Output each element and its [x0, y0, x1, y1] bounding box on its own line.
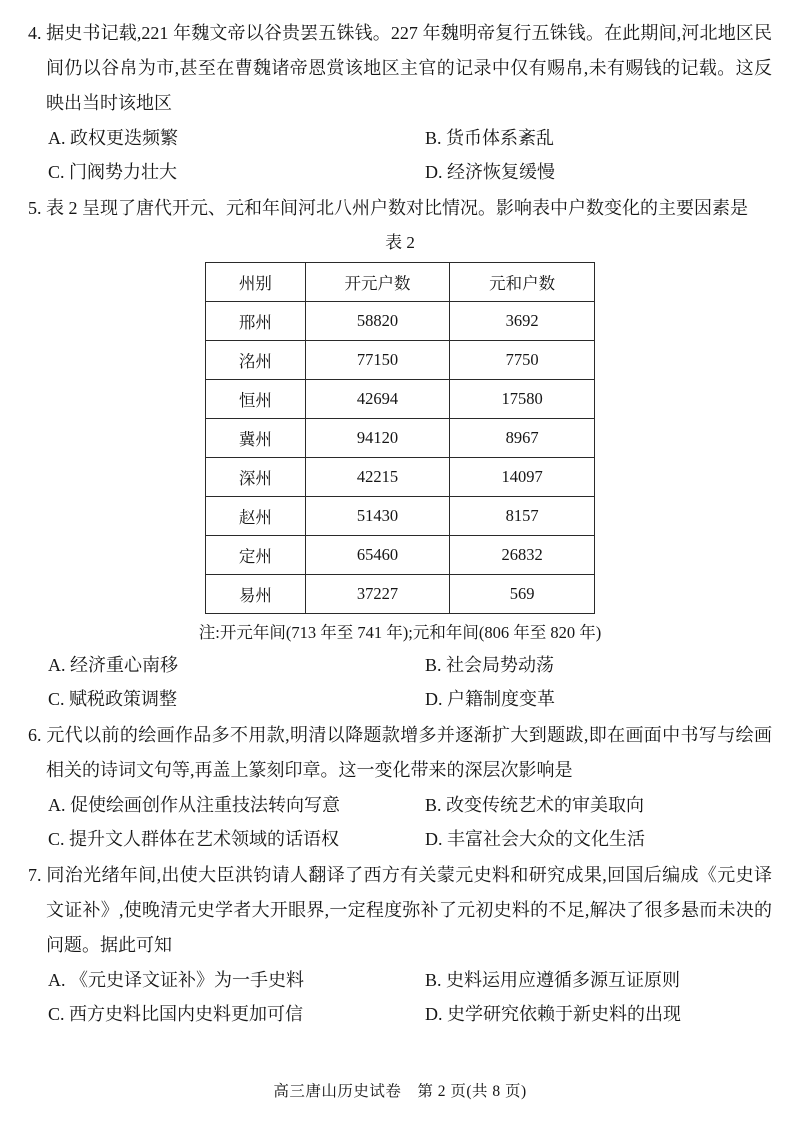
question-4-number: 4.	[28, 23, 42, 43]
table-2-note: 注:开元年间(713 年至 741 年);元和年间(806 年至 820 年)	[198, 623, 602, 642]
question-5	[28, 191, 772, 716]
question-5-options	[28, 648, 772, 716]
question-5-option-b: B. 社会局势动荡	[425, 655, 555, 675]
cell-prefecture: 赵州	[206, 497, 306, 536]
cell-yuanhe: 7750	[450, 341, 595, 380]
question-7-option-c: C. 西方史料比国内史料更加可信	[48, 1004, 304, 1024]
question-7-text: 同治光绪年间,出使大臣洪钧请人翻译了西方有关蒙元史料和研究成果,回国后编成《元史译文证补》,使晚清元史学者大开眼界,一定程度弥补了元初史料的不足,解决了很多悬而未决的问题。据此可知	[46, 865, 773, 955]
question-7	[28, 858, 772, 1031]
page-footer: 高三唐山历史试卷 第 2 页(共 8 页)	[273, 1083, 527, 1100]
table-row	[206, 458, 595, 497]
cell-kaiyuan: 42694	[305, 380, 450, 419]
table-row	[206, 575, 595, 614]
cell-kaiyuan: 58820	[305, 302, 450, 341]
question-4-option-d: D. 经济恢复缓慢	[425, 162, 555, 182]
cell-prefecture: 冀州	[206, 419, 306, 458]
table-2-title: 表 2	[385, 233, 415, 252]
question-4-stem	[28, 16, 772, 121]
cell-prefecture: 定州	[206, 536, 306, 575]
table-2-block	[28, 228, 772, 648]
question-6-option-b: B. 改变传统艺术的审美取向	[425, 795, 645, 815]
question-6-options	[28, 788, 772, 856]
table-row	[206, 341, 595, 380]
cell-prefecture: 深州	[206, 458, 306, 497]
cell-prefecture: 恒州	[206, 380, 306, 419]
table-row	[206, 419, 595, 458]
cell-kaiyuan: 65460	[305, 536, 450, 575]
question-5-stem	[28, 191, 772, 226]
table-row	[206, 302, 595, 341]
question-6-option-d: D. 丰富社会大众的文化生活	[425, 829, 645, 849]
question-7-stem	[28, 858, 772, 963]
question-6	[28, 718, 772, 856]
question-7-options	[28, 963, 772, 1031]
cell-yuanhe: 569	[450, 575, 595, 614]
table-row	[206, 497, 595, 536]
cell-prefecture: 洺州	[206, 341, 306, 380]
question-6-option-a: A. 促使绘画创作从注重技法转向写意	[48, 795, 340, 815]
question-6-number: 6.	[28, 725, 42, 745]
cell-kaiyuan: 42215	[305, 458, 450, 497]
question-5-option-d: D. 户籍制度变革	[425, 689, 555, 709]
cell-yuanhe: 8967	[450, 419, 595, 458]
question-4-option-c: C. 门阀势力壮大	[48, 162, 178, 182]
question-7-option-a: A. 《元史译文证补》为一手史料	[48, 970, 304, 990]
question-7-number: 7.	[28, 865, 42, 885]
households-table	[205, 262, 595, 614]
cell-yuanhe: 17580	[450, 380, 595, 419]
cell-yuanhe: 3692	[450, 302, 595, 341]
cell-yuanhe: 26832	[450, 536, 595, 575]
table-header-prefecture: 州别	[206, 263, 306, 302]
table-header-kaiyuan: 开元户数	[305, 263, 450, 302]
table-row	[206, 380, 595, 419]
cell-yuanhe: 14097	[450, 458, 595, 497]
question-6-stem	[28, 718, 772, 788]
question-7-option-d: D. 史学研究依赖于新史料的出现	[425, 1004, 681, 1024]
question-4	[28, 16, 772, 189]
question-6-option-c: C. 提升文人群体在艺术领域的话语权	[48, 829, 340, 849]
cell-kaiyuan: 51430	[305, 497, 450, 536]
question-4-option-b: B. 货币体系紊乱	[425, 128, 555, 148]
cell-yuanhe: 8157	[450, 497, 595, 536]
question-5-option-a: A. 经济重心南移	[48, 655, 178, 675]
table-row	[206, 536, 595, 575]
table-header-yuanhe: 元和户数	[450, 263, 595, 302]
cell-prefecture: 邢州	[206, 302, 306, 341]
question-5-text: 表 2 呈现了唐代开元、元和年间河北八州户数对比情况。影响表中户数变化的主要因素是	[46, 198, 748, 218]
question-4-options	[28, 121, 772, 189]
question-4-text: 据史书记载,221 年魏文帝以谷贵罢五铢钱。227 年魏明帝复行五铢钱。在此期间,河北地区民间仍以谷帛为市,甚至在曹魏诸帝恩赏该地区主官的记录中仅有赐帛,未有赐钱的记载。这反映出当时该地区	[46, 23, 772, 113]
question-7-option-b: B. 史料运用应遵循多源互证原则	[425, 970, 681, 990]
table-header-row	[206, 263, 595, 302]
question-4-option-a: A. 政权更迭频繁	[48, 128, 178, 148]
cell-prefecture: 易州	[206, 575, 306, 614]
cell-kaiyuan: 94120	[305, 419, 450, 458]
question-5-number: 5.	[28, 198, 42, 218]
question-6-text: 元代以前的绘画作品多不用款,明清以降题款增多并逐渐扩大到题跋,即在画面中书写与绘画相关的诗词文句等,再盖上篆刻印章。这一变化带来的深层次影响是	[46, 725, 773, 780]
cell-kaiyuan: 77150	[305, 341, 450, 380]
cell-kaiyuan: 37227	[305, 575, 450, 614]
question-5-option-c: C. 赋税政策调整	[48, 689, 178, 709]
